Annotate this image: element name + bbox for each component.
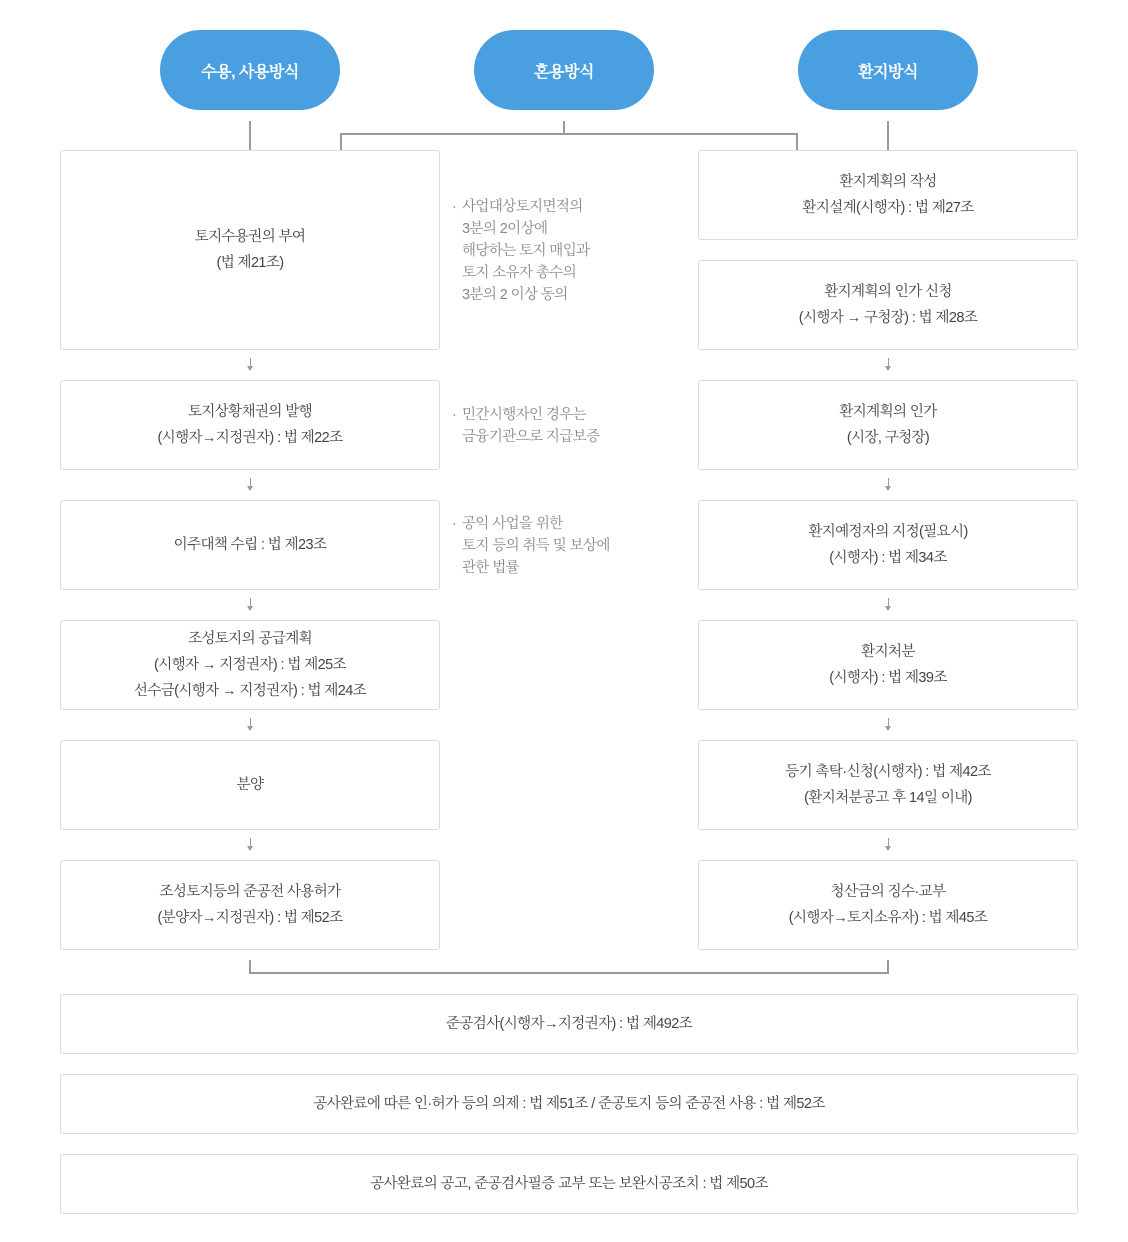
merge-connector-horizontal <box>249 972 889 974</box>
left-step-line: 토지수용권의 부여 <box>194 229 306 245</box>
right-step-line: (시행자) : 법 제34조 <box>829 550 947 566</box>
right-step-line: 환지계획의 인가 신청 <box>824 284 952 300</box>
down-arrow-icon <box>250 358 251 366</box>
connector-mixed-horizontal <box>340 133 798 135</box>
down-arrow-icon <box>250 598 251 606</box>
down-arrow-icon <box>885 486 891 491</box>
right-step-line: 환지처분 <box>861 644 915 660</box>
right-step-line: 환지설계(시행자) : 법 제27조 <box>802 200 974 216</box>
left-step-line: 토지상황채권의 발행 <box>187 404 313 420</box>
connector-left-vertical <box>249 121 251 150</box>
note-line: 토지 등의 취득 및 보상에 <box>462 538 610 554</box>
down-arrow-icon <box>885 366 891 371</box>
right-step-line: (시행자) : 법 제39조 <box>829 670 947 686</box>
right-step-line: 환지계획의 작성 <box>839 174 937 190</box>
note-bullet: · <box>452 407 457 423</box>
note-bullet: · <box>452 199 457 215</box>
right-step-box <box>698 500 1078 590</box>
note-mixed-condition <box>452 196 590 306</box>
left-step-box <box>60 740 440 830</box>
note-line: 민간시행자인 경우는 <box>462 407 587 423</box>
right-step-line: (환지처분공고 후 14일 이내) <box>804 790 972 806</box>
right-step-box <box>698 620 1078 710</box>
left-step-line: (법 제21조) <box>216 255 284 271</box>
right-step-line: 환지예정자의 지정(필요시) <box>808 524 968 540</box>
left-step-line: 조성토지의 공급계획 <box>187 631 313 647</box>
method-replotting-pill: 환지방식 <box>798 30 978 110</box>
left-step-box <box>60 150 440 350</box>
left-step-box <box>60 860 440 950</box>
left-step-box <box>60 500 440 590</box>
connector-mixed-left-drop <box>340 133 342 150</box>
right-step-box <box>698 740 1078 830</box>
down-arrow-icon <box>888 358 889 366</box>
down-arrow-icon <box>250 478 251 486</box>
right-step-box <box>698 380 1078 470</box>
note-line: 관한 법률 <box>462 560 520 576</box>
right-step-box <box>698 260 1078 350</box>
left-step-line: 선수금(시행자 → 지정권자) : 법 제24조 <box>133 683 367 699</box>
final-step-text: 준공검사(시행자→지정권자) : 법 제492조 <box>445 1016 693 1032</box>
down-arrow-icon <box>247 486 253 491</box>
right-step-line: 환지계획의 인가 <box>839 404 937 420</box>
down-arrow-icon <box>888 718 889 726</box>
left-step-line: (시행자→지정권자) : 법 제22조 <box>157 430 343 446</box>
note-line: 공익 사업을 위한 <box>462 516 563 532</box>
right-step-line: (시행자 → 구청장) : 법 제28조 <box>798 310 978 326</box>
note-line: 해당하는 토지 매입과 <box>462 243 590 259</box>
down-arrow-icon <box>885 606 891 611</box>
note-private-guarantee <box>452 404 600 448</box>
down-arrow-icon <box>247 726 253 731</box>
final-step-text: 공사완료의 공고, 준공검사필증 교부 또는 보완시공조치 : 법 제50조 <box>370 1176 768 1192</box>
right-step-line: 등기 촉탁·신청(시행자) : 법 제42조 <box>785 764 991 780</box>
method-expropriation-pill: 수용, 사용방식 <box>160 30 340 110</box>
final-step-box <box>60 1074 1078 1134</box>
final-step-box <box>60 994 1078 1054</box>
right-step-line: (시장, 구청장) <box>846 430 930 446</box>
down-arrow-icon <box>885 846 891 851</box>
note-line: 3분의 2이상에 <box>462 221 548 237</box>
note-line: 3분의 2 이상 동의 <box>462 287 568 303</box>
left-step-line: (시행자 → 지정권자) : 법 제25조 <box>154 657 346 673</box>
down-arrow-icon <box>247 366 253 371</box>
left-step-line: 이주대책 수립 : 법 제23조 <box>173 537 327 553</box>
left-step-box <box>60 380 440 470</box>
down-arrow-icon <box>885 726 891 731</box>
note-public-works-law <box>452 513 610 579</box>
down-arrow-icon <box>888 838 889 846</box>
down-arrow-icon <box>888 598 889 606</box>
connector-mixed-right-drop <box>796 133 798 150</box>
connector-right-vertical <box>887 121 889 150</box>
right-step-box <box>698 150 1078 240</box>
note-line: 토지 소유자 총수의 <box>462 265 577 281</box>
right-step-line: (시행자→토지소유자) : 법 제45조 <box>788 910 988 926</box>
down-arrow-icon <box>250 718 251 726</box>
down-arrow-icon <box>247 606 253 611</box>
method-mixed-pill: 혼용방식 <box>474 30 654 110</box>
note-line: 금융기관으로 지급보증 <box>462 429 600 445</box>
left-step-line: 분양 <box>236 777 264 793</box>
note-line: 사업대상토지면적의 <box>462 199 583 215</box>
left-step-line: (분양자→지정권자) : 법 제52조 <box>157 910 343 926</box>
down-arrow-icon <box>888 478 889 486</box>
final-step-text: 공사완료에 따른 인·허가 등의 의제 : 법 제51조 / 준공토지 등의 준공전 사용 : 법 제52조 <box>313 1096 825 1112</box>
left-step-line: 조성토지등의 준공전 사용허가 <box>159 884 341 900</box>
down-arrow-icon <box>247 846 253 851</box>
left-step-box <box>60 620 440 710</box>
right-step-line: 청산금의 징수·교부 <box>830 884 946 900</box>
final-step-box <box>60 1154 1078 1214</box>
right-step-box <box>698 860 1078 950</box>
note-bullet: · <box>452 516 457 532</box>
down-arrow-icon <box>250 838 251 846</box>
